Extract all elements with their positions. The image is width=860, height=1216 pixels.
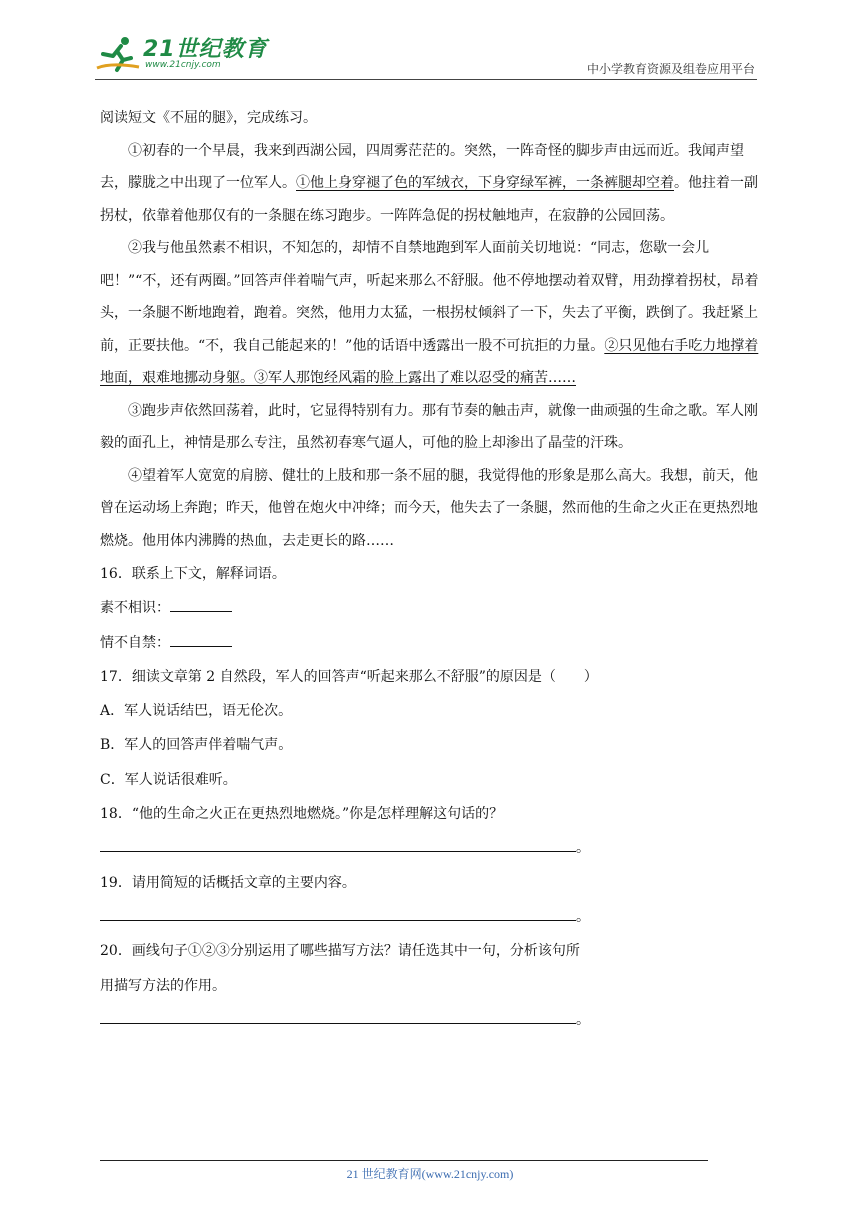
question-20: 20．画线句子①②③分别运用了哪些描写方法？请任选其中一句，分析该句所 [100, 943, 580, 960]
word-label: 素不相识： [100, 600, 170, 617]
q19-answer-line[interactable] [100, 900, 762, 934]
reading-intro: 阅读短文《不屈的腿》，完成练习。 [100, 110, 317, 126]
question-17: 17．细读文章第 2 自然段，军人的回答声“听起来那么不舒服”的原因是（ ） [100, 668, 598, 685]
question-18: 18．“他的生命之火正在更热烈地燃烧。”你是怎样理解这句话的？ [100, 806, 504, 823]
q20-answer-line[interactable] [100, 1003, 762, 1037]
paragraph-text: 。他拄着一副拐杖，依靠着他那仅有的一条腿在练习跑步。一阵阵急促的拐杖触地声，在寂静的公园回荡。 [100, 175, 758, 224]
answer-underline[interactable] [100, 1007, 576, 1024]
answer-blank[interactable] [170, 632, 232, 647]
header-divider [95, 79, 757, 80]
question-16: 16．联系上下文，解释词语。 [100, 566, 286, 582]
underlined-sentence-3: ③军人那饱经风霜的脸上露出了难以忍受的痛苦…… [254, 370, 576, 386]
underlined-sentence-1: ①他上身穿褪了色的军绒衣，下身穿绿军裤，一条裤腿却空着 [296, 175, 674, 191]
question-20-cont: 用描写方法的作用。 [100, 977, 226, 994]
underlined-sentence-2: ②只见他右手吃力地撑着地面，艰难地挪动身躯 [100, 337, 759, 386]
passage-paragraph-4: ④望着军人宽宽的肩膀、健壮的上肢和那一条不屈的腿，我觉得他的形象是那么高大。我想，前天，他曾在运动场上奔跑；昨天，他曾在炮火中冲绛；而今天，他失去了一条腿，然而他的生命之火正在更热烈地燃烧。他用体内沸腾的热血，去走更长的路…… [100, 467, 758, 549]
word-label: 情不自禁： [100, 634, 170, 651]
platform-title: 中小学教育资源及组卷应用平台 [586, 62, 755, 76]
paragraph-text: ②我与他虽然素不相识，不知怎的，却情不自禁地跑到军人面前关切地说：“同志，您歇一会儿吧！”“不，还有两圈。”回答声伴着喘气声，听起来那么不舒服。他不停地摆动着双臂，用劲撑着拐杖，昂着头，一条腿不断地跑着，跑着。突然，他用力太猛，一根拐杖倾斜了一下，失去了平衡，跌倒了。我赶紧上前，正要扶他。“不，我自己能起来的！”他的话语中透露出一股不可抗拒的力量。 [100, 240, 759, 354]
logo-text: 21世纪教育 [143, 37, 268, 62]
page-footer[interactable]: 21 世纪教育网(www.21cnjy.com) [346, 1167, 514, 1181]
q17-option-c[interactable]: C．军人说话很难听。 [100, 771, 237, 788]
passage-paragraph-1 [100, 135, 762, 233]
q17-option-b[interactable]: B．军人的回答声伴着喘气声。 [100, 737, 293, 754]
passage-paragraph-3: ③跑步声依然回荡着，此时，它显得特别有力。那有节奏的触击声，就像一曲顽强的生命之歌。军人刚毅的面孔上，神情是那么专注，虽然初春寒气逼人，可他的脸上却渗出了晶莹的汗珠。 [100, 402, 758, 451]
footer-divider [100, 1160, 708, 1161]
answer-underline[interactable] [100, 904, 576, 921]
page-header [95, 30, 757, 80]
answer-blank[interactable] [170, 597, 232, 612]
question-19: 19．请用简短的话概括文章的主要内容。 [100, 874, 356, 891]
q16-item-1 [100, 591, 762, 625]
end-mark: 。 [576, 1011, 590, 1028]
end-mark: 。 [576, 908, 590, 925]
answer-underline[interactable] [100, 835, 576, 852]
passage-paragraph-2 [100, 232, 762, 395]
logo-url: www.21cnjy.com [145, 60, 221, 70]
underlined-punctuation: 。 [240, 370, 254, 386]
q16-item-2 [100, 626, 762, 660]
runner-logo-icon [95, 34, 141, 74]
end-mark: 。 [576, 840, 590, 857]
document-body [100, 102, 762, 1037]
q18-answer-line[interactable] [100, 831, 762, 865]
paragraph-text: ①初春的一个早晨，我来到西湖公园，四周雾茫茫的。突然，一阵奇怪的脚步声由远而近。我闻声望去，朦胧之中出现了一位军人。 [100, 142, 744, 191]
site-logo [95, 30, 295, 78]
q17-option-a[interactable]: A．军人说话结巴，语无伦次。 [100, 703, 293, 720]
